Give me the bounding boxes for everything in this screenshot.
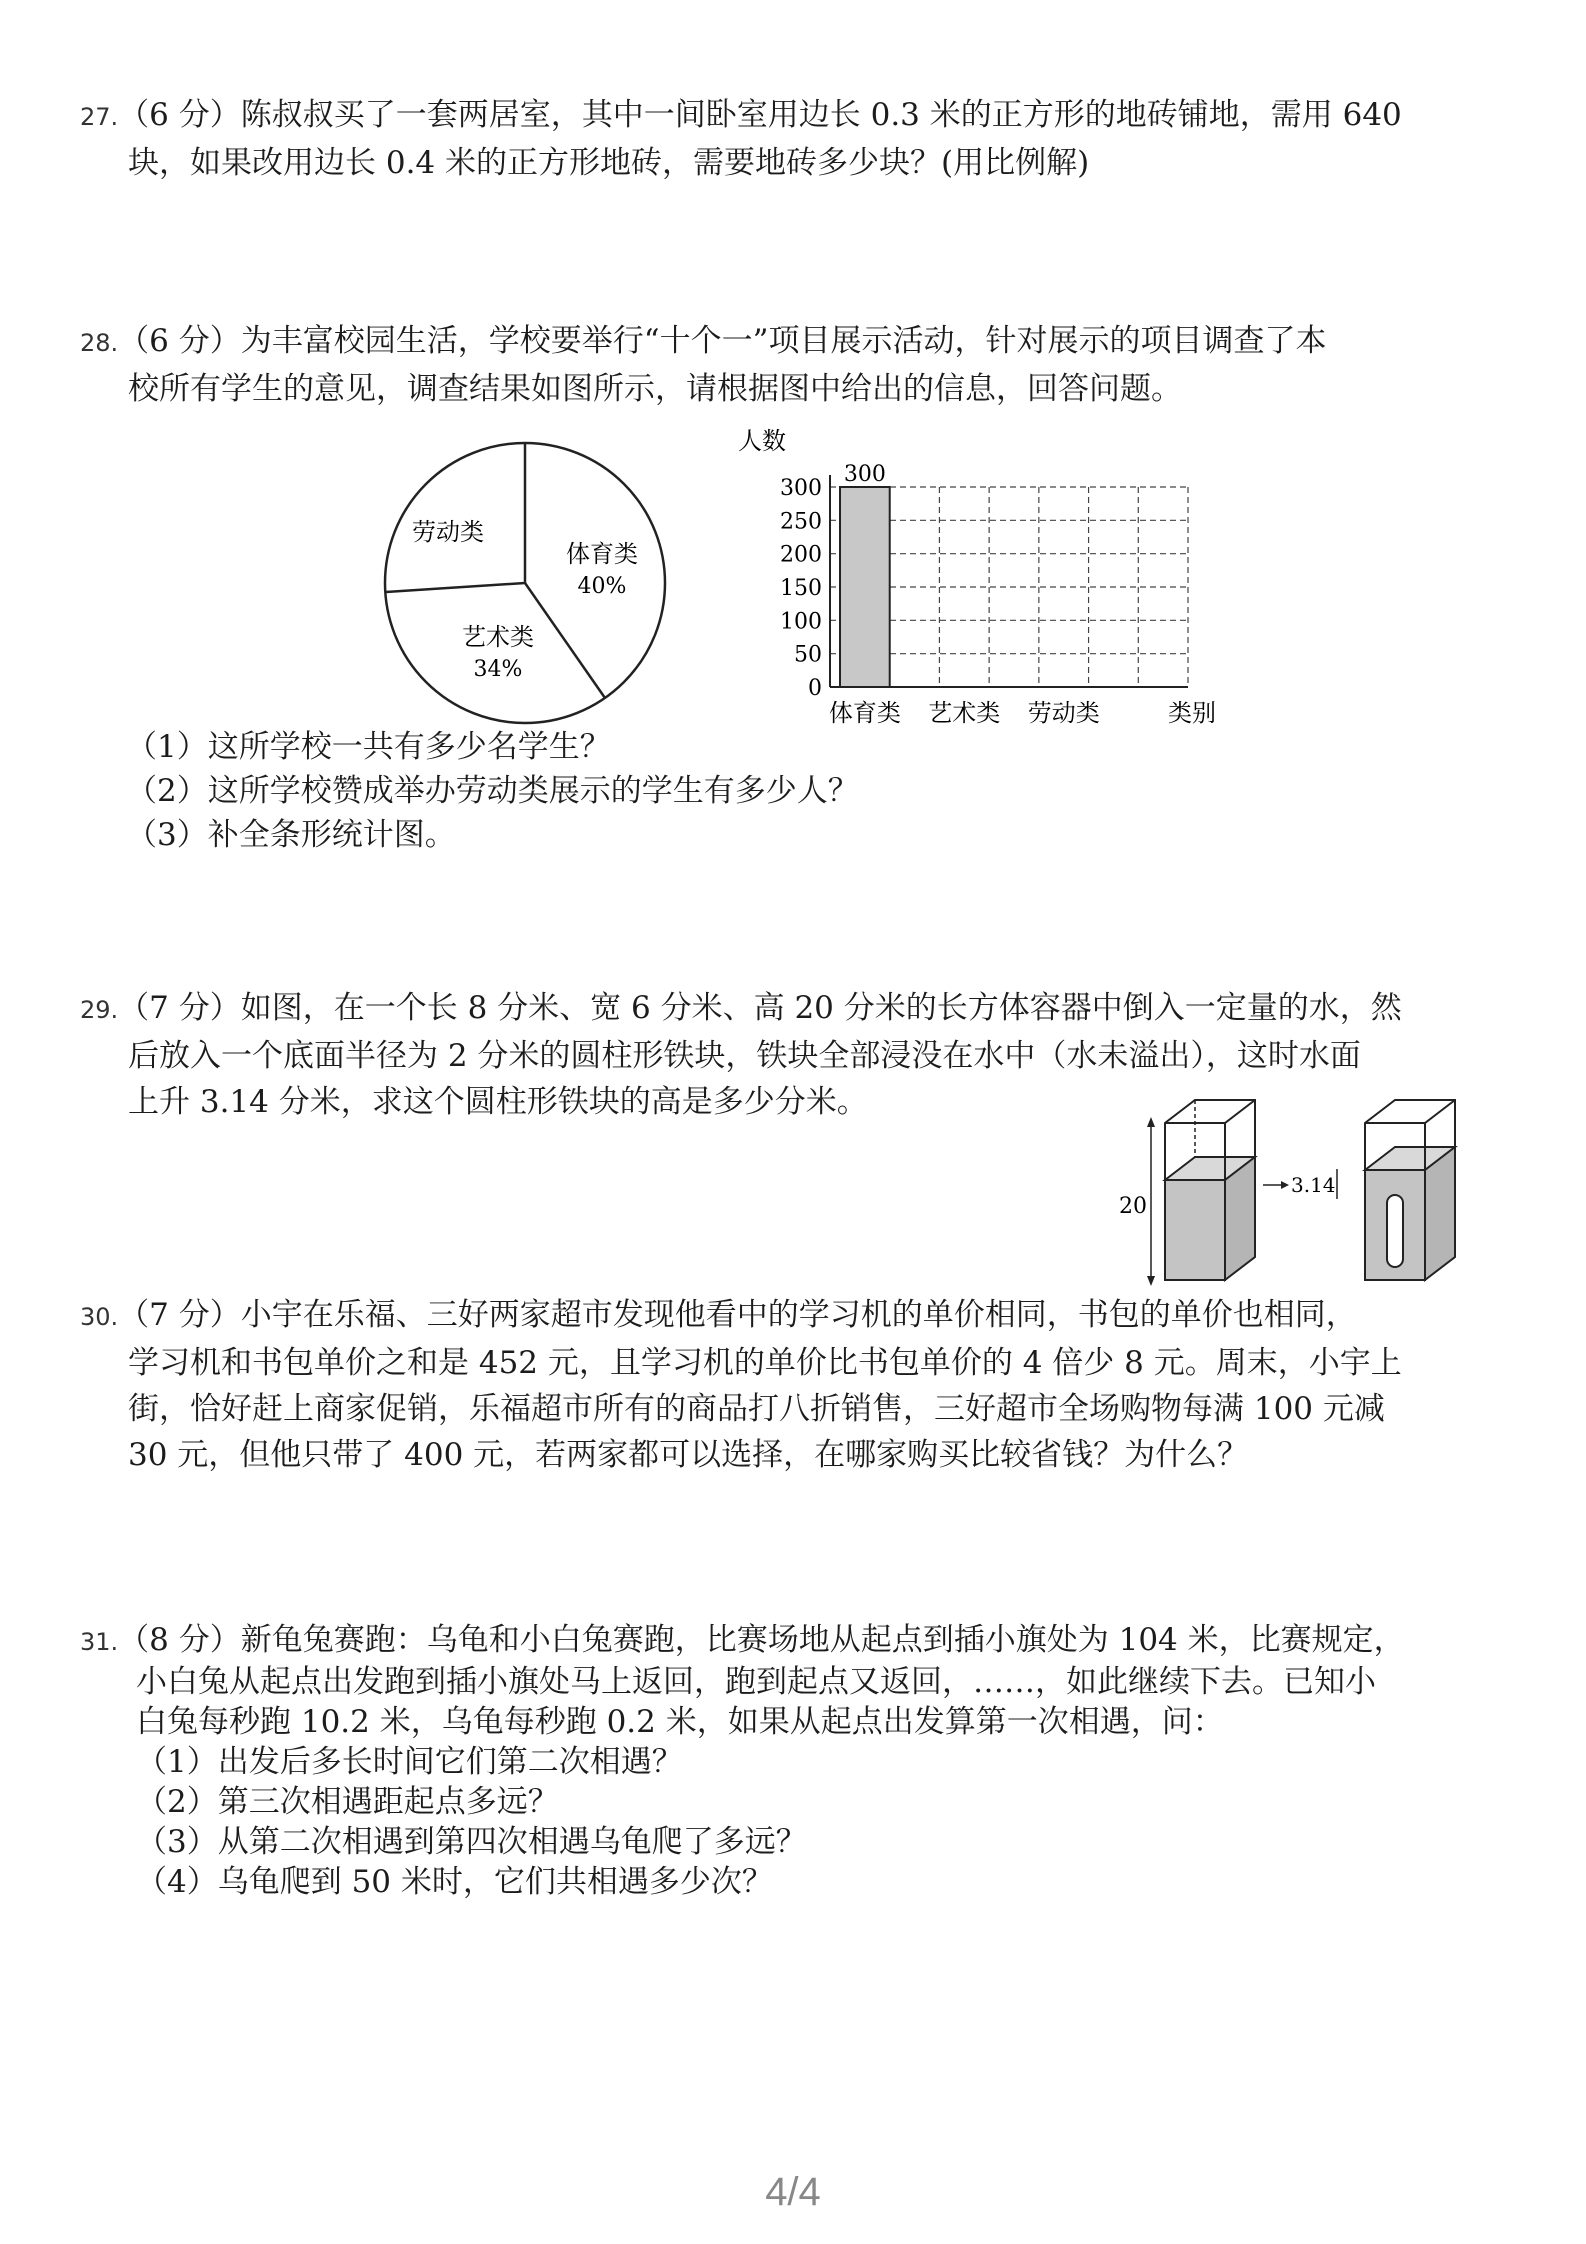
- container-before: [1119, 1100, 1255, 1286]
- x-axis-label: 类别: [1168, 699, 1216, 727]
- page-number: 4/4: [765, 2170, 821, 2214]
- pie-label-labor: 劳动类: [412, 518, 484, 546]
- chart-bars: [840, 462, 890, 687]
- sub-question: （3）补全条形统计图。: [126, 817, 456, 853]
- pie-label-sports: 体育类: [566, 540, 638, 568]
- question-text-line: 街，恰好赶上商家促销，乐福超市所有的商品打八折销售，三好超市全场购物每满 100 元减: [128, 1391, 1385, 1427]
- pie-pct-art: 34%: [473, 657, 523, 682]
- sub-question: （1）这所学校一共有多少名学生？: [126, 729, 611, 765]
- y-tick-label: 250: [780, 509, 822, 535]
- iron-cylinder: [1387, 1195, 1403, 1267]
- question-text-line: 白兔每秒跑 10.2 米，乌龟每秒跑 0.2 米，如果从起点出发算第一次相遇，问：: [136, 1704, 1224, 1740]
- sub-question: （3）从第二次相遇到第四次相遇乌龟爬了多远？: [136, 1824, 807, 1860]
- x-tick-label: 劳动类: [1027, 699, 1100, 727]
- y-axis-label: 人数: [738, 427, 786, 455]
- question-number: 28.: [80, 329, 119, 357]
- sub-question: （1）出发后多长时间它们第二次相遇？: [136, 1744, 683, 1780]
- pie-label-art: 艺术类: [462, 623, 534, 651]
- question-text-line: 学习机和书包单价之和是 452 元，且学习机的单价比书包单价的 4 倍少 8 元。周末，小宇上: [128, 1345, 1402, 1381]
- rise-arrow-head: [1281, 1181, 1289, 1189]
- y-tick-label: 150: [780, 576, 822, 601]
- y-tick-label: 300: [780, 476, 822, 501]
- sub-question: （2）这所学校赞成举办劳动类展示的学生有多少人？: [126, 773, 859, 809]
- y-tick-label: 50: [794, 642, 822, 668]
- question-text-line: 小白兔从起点出发跑到插小旗处马上返回，跑到起点又返回，……，如此继续下去。已知小: [136, 1664, 1376, 1700]
- container-figure: [1115, 1085, 1490, 1290]
- bar-chart: [720, 425, 1240, 735]
- question-28-subs: [126, 725, 859, 857]
- question-text-line: 块，如果改用边长 0.4 米的正方形地砖，需要地砖多少块？(用比例解): [128, 145, 1090, 181]
- question-number: 29.: [80, 996, 119, 1024]
- question-number: 27.: [80, 103, 119, 131]
- question-number: 30.: [80, 1303, 119, 1331]
- question-text-line: （7 分）如图，在一个长 8 分米、宽 6 分米、高 20 分米的长方体容器中倒入一定量的水，然: [118, 990, 1402, 1026]
- rise-label: 3.14: [1291, 1173, 1336, 1197]
- question-30: [80, 1292, 1402, 1478]
- bar-0: [840, 487, 890, 687]
- pie-pct-sports: 40%: [577, 574, 627, 599]
- question-28: [80, 318, 1326, 412]
- question-text-line: 校所有学生的意见，调查结果如图所示，请根据图中给出的信息，回答问题。: [128, 371, 1182, 407]
- question-text-line: （7 分）小宇在乐福、三好两家超市发现他看中的学习机的单价相同，书包的单价也相同，: [118, 1297, 1357, 1333]
- container-after: [1365, 1100, 1455, 1280]
- question-27: [80, 92, 1402, 186]
- y-tick-labels: [780, 476, 822, 701]
- question-number: 31.: [80, 1628, 119, 1656]
- question-text-line: （6 分）陈叔叔买了一套两居室，其中一间卧室用边长 0.3 米的正方形的地砖铺地，需用 640: [118, 97, 1402, 133]
- question-text-line: 上升 3.14 分米，求这个圆柱形铁块的高是多少分米。: [128, 1084, 868, 1120]
- question-31: [80, 1620, 1405, 1902]
- x-tick-labels: [829, 699, 1100, 727]
- y-tick-label: 0: [808, 676, 822, 701]
- pie-chart: [380, 440, 670, 730]
- question-text-line: 30 元，但他只带了 400 元，若两家都可以选择，在哪家购买比较省钱？为什么？: [128, 1437, 1249, 1473]
- height-label: 20: [1119, 1194, 1147, 1219]
- question-text-line: 后放入一个底面半径为 2 分米的圆柱形铁块，铁块全部浸没在水中（水未溢出），这时水面: [128, 1038, 1361, 1074]
- question-text-line: （6 分）为丰富校园生活，学校要举行“十个一”项目展示活动，针对展示的项目调查了本: [118, 323, 1327, 359]
- y-tick-label: 200: [780, 542, 822, 568]
- bar-value-label: 300: [843, 462, 886, 487]
- question-text-line: （8 分）新龟兔赛跑：乌龟和小白兔赛跑，比赛场地从起点到插小旗处为 104 米，比赛规定，: [118, 1622, 1405, 1658]
- sub-question: （4）乌龟爬到 50 米时，它们共相遇多少次？: [136, 1864, 773, 1900]
- x-tick-label: 艺术类: [928, 699, 1001, 727]
- sub-question: （2）第三次相遇距起点多远？: [136, 1784, 559, 1820]
- y-tick-label: 100: [780, 609, 822, 635]
- x-tick-label: 体育类: [828, 699, 901, 727]
